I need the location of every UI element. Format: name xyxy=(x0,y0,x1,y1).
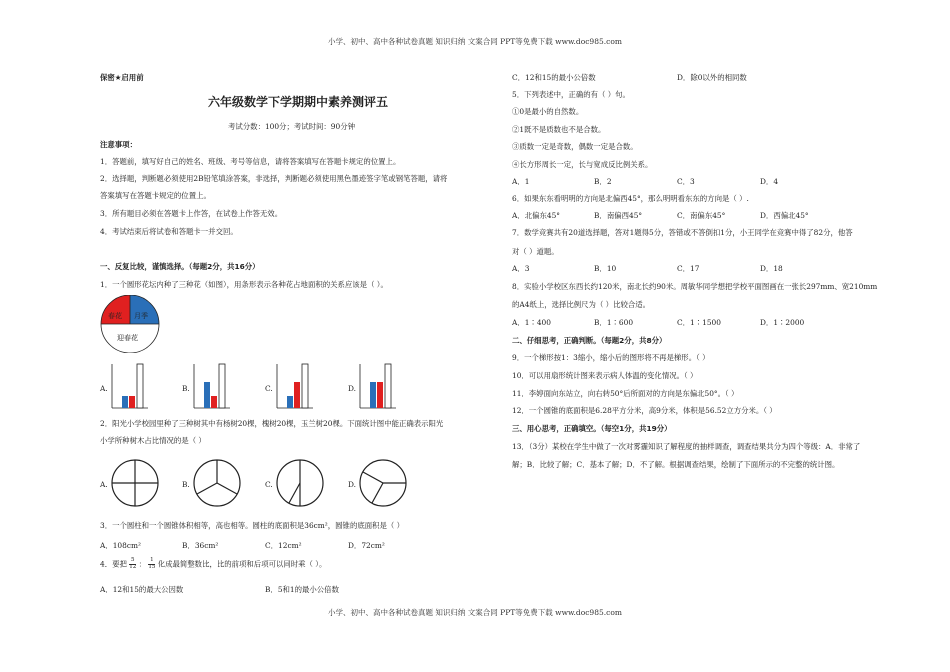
notes-title: 注意事项： xyxy=(100,140,137,149)
q4-fraction-1 xyxy=(129,558,136,571)
question-11: 11．李婷面向东站立，向右转50°后所面对的方向是东偏北50°。（ ） xyxy=(512,389,739,398)
question-10: 10．可以用扇形统计图来表示病人体温的变化情况。（ ） xyxy=(512,371,698,380)
q3-option-a[interactable]: A．108cm² xyxy=(100,541,141,550)
q6-option-c[interactable]: C．南偏东45° xyxy=(677,211,726,220)
pie-label-yueji: 月季 xyxy=(134,312,148,320)
q2-option-c-label: C. xyxy=(265,480,273,489)
q6-option-b[interactable]: B．南偏西45° xyxy=(594,211,643,220)
q5-option-d[interactable]: D．4 xyxy=(760,177,779,186)
q7-option-d[interactable]: D．18 xyxy=(760,264,783,273)
q4-frac1-denominator: 12 xyxy=(129,563,137,570)
q2-option-d-circle[interactable] xyxy=(358,458,408,508)
q7-option-c[interactable]: C．17 xyxy=(677,264,700,273)
note-item: 3．所有题目必须在答题卡上作答，在试卷上作答无效。 xyxy=(100,209,283,218)
question-7-line2: 对（ ）道题。 xyxy=(512,247,559,256)
section-3-heading: 三、用心思考，正确填空。（每空1分，共19分） xyxy=(512,424,672,433)
q4-text-before: 4．要把 xyxy=(100,559,127,569)
flower-pie-figure xyxy=(100,295,160,353)
score-info: 考试分数：100分；考试时间：90分钟 xyxy=(228,122,355,131)
q4-option-b[interactable]: B．5和1的最小公倍数 xyxy=(265,585,339,594)
q5-option-a[interactable]: A．1 xyxy=(512,177,530,186)
q8-option-b[interactable]: B．1∶600 xyxy=(594,318,634,327)
q2-option-d-label: D. xyxy=(348,480,357,489)
note-item: 4．考试结束后将试卷和答题卡一并交回。 xyxy=(100,227,238,236)
q4-option-d[interactable]: D．除0以外的相同数 xyxy=(677,73,747,82)
q5-item: ②1既不是质数也不是合数。 xyxy=(512,125,606,134)
question-8-line1: 8．实验小学校区东西长约120米，南北长约90米。周敏华同学想把学校平面图画在一张长297mm、宽210mm xyxy=(512,282,878,291)
q4-frac2-numerator: 1 xyxy=(150,557,154,563)
q1-option-c-chart[interactable] xyxy=(275,362,315,410)
q1-option-a-label: A. xyxy=(100,384,108,393)
q2-option-b-label: B. xyxy=(182,480,190,489)
q1-option-a-chart[interactable] xyxy=(110,362,150,410)
q2-option-b-circle[interactable] xyxy=(192,458,242,508)
page-header: 小学、初中、高中各种试卷真题 知识归纳 文案合同 PPT等免费下载 www.doc985.com xyxy=(328,37,622,46)
question-8-line2: 的A4纸上，选择比例尺为（ ）比较合适。 xyxy=(512,300,651,309)
question-9: 9．一个梯形按1：3缩小，缩小后的图形将不再是梯形。（ ） xyxy=(512,353,710,362)
q7-option-b[interactable]: B．10 xyxy=(594,264,617,273)
page-footer: 小学、初中、高中各种试卷真题 知识归纳 文案合同 PPT等免费下载 www.doc985.com xyxy=(328,608,622,617)
question-1: 1．一个圆形花坛内种了三种花（如图），用条形表示各种花占地面积的关系应该是（ ）。 xyxy=(100,280,388,289)
section-2-heading: 二、仔细思考，正确判断。（每题2分，共8分） xyxy=(512,336,667,345)
q5-item: ④长方形周长一定，长与宽成反比例关系。 xyxy=(512,160,653,169)
q4-text-after: 化成最简整数比，比的前项和后项可以同时乘（ ）。 xyxy=(157,559,327,569)
question-7-line1: 7．数学竞赛共有20道选择题，答对1题得5分，答错或不答倒扣1分，小王同学在竞赛中得了82分，他答 xyxy=(512,228,853,237)
q1-option-b-chart[interactable] xyxy=(192,362,232,410)
q1-option-c-label: C. xyxy=(265,384,273,393)
q5-option-c[interactable]: C．3 xyxy=(677,177,695,186)
q7-option-a[interactable]: A．3 xyxy=(512,264,530,273)
confidential-label: 保密★启用前 xyxy=(100,73,144,82)
q6-option-a[interactable]: A．北偏东45° xyxy=(512,211,560,220)
note-item: 1．答题前，填写好自己的姓名、班级、考号等信息，请将答案填写在答题卡规定的位置上。 xyxy=(100,157,401,166)
question-4 xyxy=(100,558,326,571)
q1-option-d-label: D. xyxy=(348,384,357,393)
q4-fraction-2 xyxy=(148,558,155,571)
q5-option-b[interactable]: B．2 xyxy=(594,177,612,186)
q4-option-a[interactable]: A．12和15的最大公因数 xyxy=(100,585,184,594)
question-2-line1: 2．阳光小学校园里种了三种树其中有杨树20棵，槐树20棵，玉兰树20棵。下面统计图中能正确表示阳光 xyxy=(100,419,444,428)
question-12: 12．一个圆锥的底面积是6.28平方分米，高9分米，体积是56.52立方分米。（ ） xyxy=(512,406,777,415)
q1-option-d-chart[interactable] xyxy=(358,362,398,410)
q4-separator: ： xyxy=(138,559,146,569)
q2-option-c-circle[interactable] xyxy=(275,458,325,508)
q4-option-c[interactable]: C．12和15的最小公倍数 xyxy=(512,73,596,82)
question-13-line2: 解；B．比较了解；C．基本了解；D．不了解。根据调查结果，绘制了下面所示的不完整的统计图。 xyxy=(512,460,840,469)
q5-item: ①0是最小的自然数。 xyxy=(512,107,584,116)
pie-label-chunhua: 春花 xyxy=(108,312,122,320)
note-item: 2．选择题，判断题必须使用2B铅笔填涂答案，非选择，判断题必须使用黑色墨迹签字笔或钢笔答题，请将 xyxy=(100,174,448,183)
q2-option-a-label: A. xyxy=(100,480,108,489)
q1-option-b-label: B. xyxy=(182,384,190,393)
q3-option-d[interactable]: D．72cm² xyxy=(348,541,385,550)
q8-option-a[interactable]: A．1∶400 xyxy=(512,318,551,327)
question-5: 5．下列表述中，正确的有（ ）句。 xyxy=(512,90,630,99)
q5-item: ③质数一定是奇数，偶数一定是合数。 xyxy=(512,142,638,151)
note-item: 答案填写在答题卡规定的位置上。 xyxy=(100,191,211,200)
q8-option-d[interactable]: D．1∶2000 xyxy=(760,318,805,327)
section-1-heading: 一、反复比较，谨慎选择。（每题2分，共16分） xyxy=(100,262,260,271)
q3-option-c[interactable]: C．12cm² xyxy=(265,541,302,550)
q8-option-c[interactable]: C．1∶1500 xyxy=(677,318,721,327)
question-3: 3．一个圆柱和一个圆锥体积相等，高也相等。圆柱的底面积是36cm²，圆锥的底面积是（ ） xyxy=(100,521,405,530)
q4-frac1-numerator: 5 xyxy=(130,557,135,563)
q4-frac2-denominator: 15 xyxy=(148,563,156,570)
exam-title: 六年级数学下学期期中素养测评五 xyxy=(208,95,389,109)
question-2-line2: 小学所种树木占比情况的是（ ） xyxy=(100,436,206,445)
question-6: 6．如果东东看明明的方向是北偏西45°，那么明明看东东的方向是（ ）. xyxy=(512,194,749,203)
pie-label-yingchunhua: 迎春花 xyxy=(117,334,138,342)
q6-option-d[interactable]: D．西偏北45° xyxy=(760,211,809,220)
q3-option-b[interactable]: B．36cm² xyxy=(182,541,219,550)
question-13-line1: 13．（3分）某校在学生中做了一次对雾霾知识了解程度的抽样调查，调查结果共分为四个等级：A．非常了 xyxy=(512,442,861,451)
q2-option-a-circle[interactable] xyxy=(110,458,160,508)
